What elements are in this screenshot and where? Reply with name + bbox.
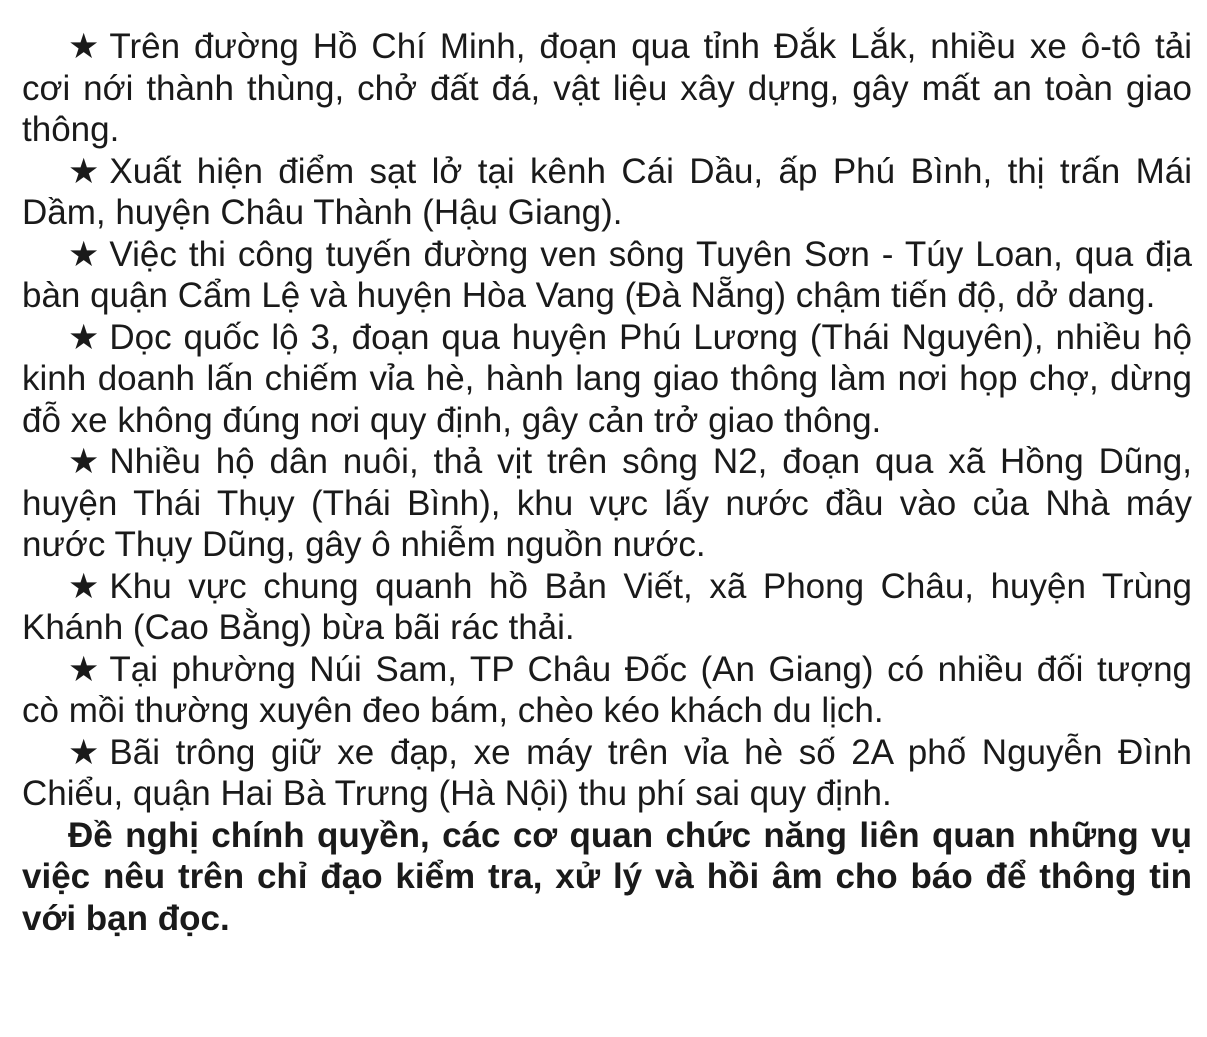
item-text: Dọc quốc lộ 3, đoạn qua huyện Phú Lương (Thái Nguyên), nhiều hộ kinh doanh lấn chiếm vỉa hè, hành lang giao thông làm nơi họp chợ, dừng đỗ xe không đúng nơi quy định, gây cản trở giao thông. (22, 317, 1192, 440)
star-icon: ★ (68, 442, 100, 481)
item-text: Tại phường Núi Sam, TP Châu Đốc (An Giang) có nhiều đối tượng cò mồi thường xuyên đeo bám, chèo kéo khách du lịch. (22, 649, 1192, 730)
list-item (22, 566, 1192, 649)
star-icon: ★ (68, 317, 100, 357)
list-item (22, 26, 1192, 151)
list-item (22, 151, 1192, 234)
item-text: Việc thi công tuyến đường ven sông Tuyên Sơn - Túy Loan, qua địa bàn quận Cẩm Lệ và huyện Hòa Vang (Đà Nẵng) chậm tiến độ, dở dang. (22, 234, 1192, 315)
star-icon: ★ (68, 732, 100, 772)
item-text: Nhiều hộ dân nuôi, thả vịt trên sông N2, đoạn qua xã Hồng Dũng, huyện Thái Thụy (Thái Bình), khu vực lấy nước đầu vào của Nhà máy nước Thụy Dũng, gây ô nhiễm nguồn nước. (22, 442, 1192, 564)
list-item (22, 234, 1192, 317)
news-article (22, 26, 1192, 939)
star-icon: ★ (68, 27, 100, 66)
star-icon: ★ (68, 649, 100, 689)
item-text: Trên đường Hồ Chí Minh, đoạn qua tỉnh Đắk Lắk, nhiều xe ô-tô tải cơi nới thành thùng, chở đất đá, vật liệu xây dựng, gây mất an toàn giao thông. (22, 27, 1192, 149)
item-text: Khu vực chung quanh hồ Bản Viết, xã Phong Châu, huyện Trùng Khánh (Cao Bằng) bừa bãi rác thải. (22, 566, 1192, 647)
item-text: Xuất hiện điểm sạt lở tại kênh Cái Dầu, ấp Phú Bình, thị trấn Mái Dầm, huyện Châu Thành (Hậu Giang). (22, 151, 1192, 232)
item-text: Bãi trông giữ xe đạp, xe máy trên vỉa hè số 2A phố Nguyễn Đình Chiểu, quận Hai Bà Trưng (Hà Nội) thu phí sai quy định. (22, 732, 1192, 813)
star-icon: ★ (68, 566, 100, 606)
list-item (22, 649, 1192, 732)
closing-request: Đề nghị chính quyền, các cơ quan chức năng liên quan những vụ việc nêu trên chỉ đạo kiểm tra, xử lý và hồi âm cho báo để thông tin với bạn đọc. (22, 815, 1192, 938)
star-icon: ★ (68, 234, 100, 274)
list-item (22, 441, 1192, 566)
star-icon: ★ (68, 151, 100, 191)
list-item (22, 317, 1192, 442)
list-item (22, 732, 1192, 815)
